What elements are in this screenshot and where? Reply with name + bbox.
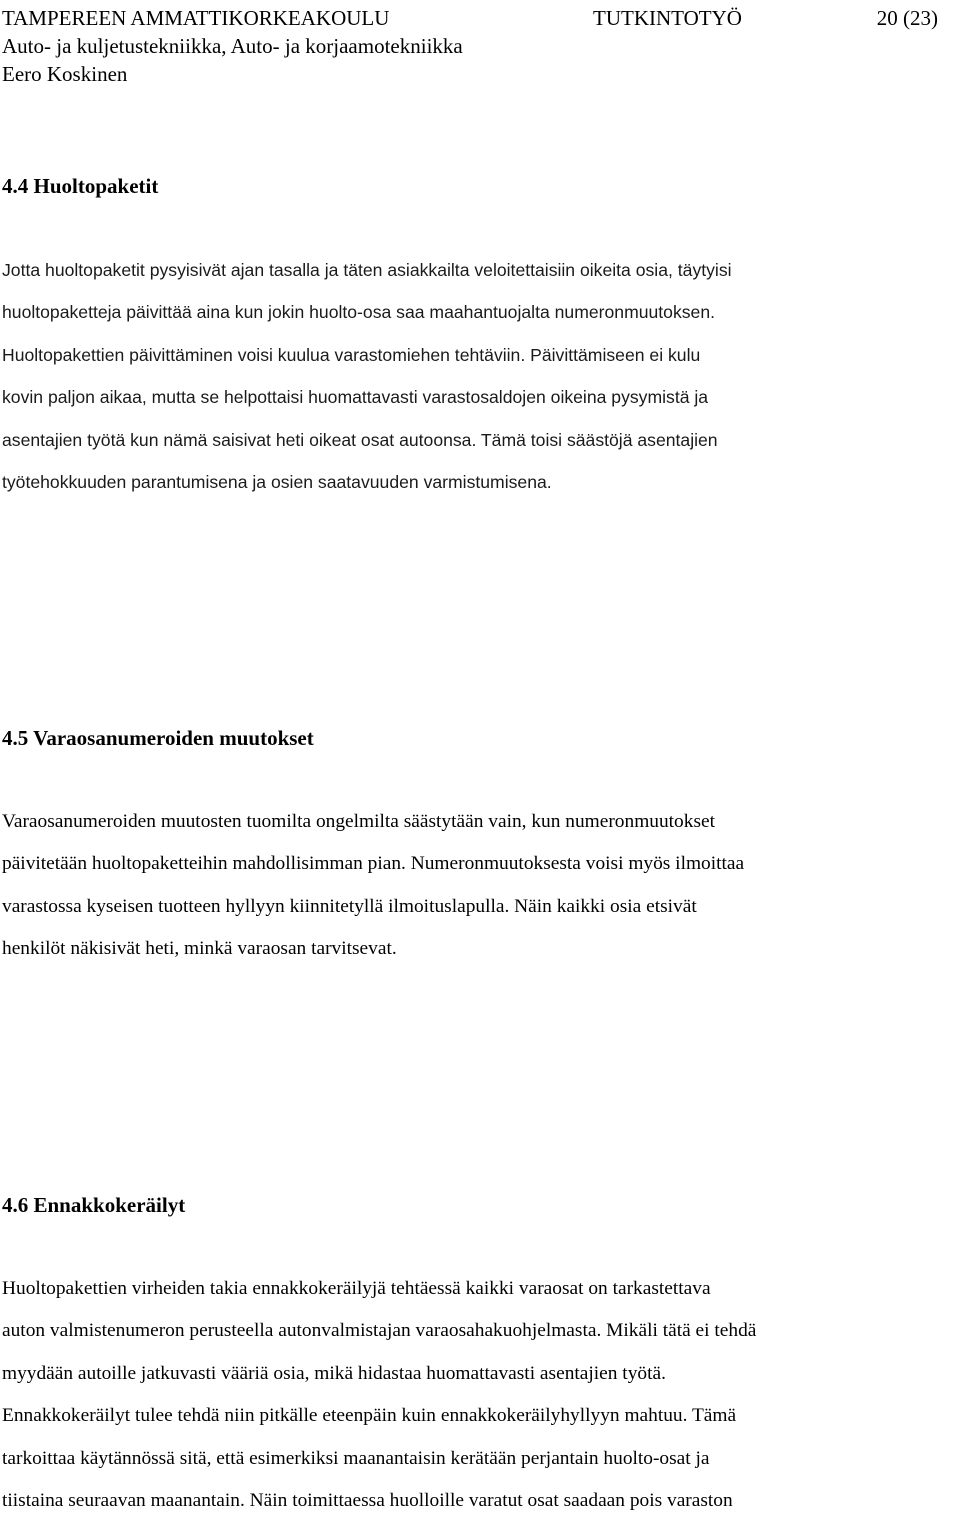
header-line-2 <box>0 32 960 60</box>
paragraph-line: työtehokkuuden parantumisena ja osien saatavuuden varmistumisena. <box>2 472 552 493</box>
paragraph-line: tarkoittaa käytännössä sitä, että esimerkiksi maanantaisin kerätään perjantain huolto-osat ja <box>2 1447 710 1469</box>
school-name: TAMPEREEN AMMATTIKORKEAKOULU <box>2 6 390 30</box>
paragraph-line: asentajien työtä kun nämä saisivat heti oikeat osat autoonsa. Tämä toisi säästöjä asentajien <box>2 429 718 450</box>
author-name: Eero Koskinen <box>2 62 128 86</box>
paragraph-line: päivitetään huoltopaketteihin mahdollisimman pian. Numeronmuutoksesta voisi myös ilmoittaa <box>2 853 745 875</box>
paragraph-line: auton valmistenumeron perusteella autonvalmistajan varaosahakuohjelmasta. Mikäli tätä ei tehdä <box>2 1320 757 1342</box>
paragraph-line: kovin paljon aikaa, mutta se helpottaisi huomattavasti varastosaldojen oikeina pysymistä ja <box>2 387 709 408</box>
paragraph-line: Huoltopakettien virheiden takia ennakkokeräilyjä tehtäessä kaikki varaosat on tarkastettava <box>2 1278 711 1299</box>
section-body-4-6 <box>2 1268 957 1522</box>
paragraph-line: myydään autoille jatkuvasti vääriä osia, mikä hidastaa huomattavasti asentajien työtä. <box>2 1362 666 1384</box>
paragraph-line: tiistaina seuraavan maanantain. Näin toimittaessa huolloille varatut osat saadaan pois varaston <box>2 1490 733 1512</box>
paragraph-line: varastossa kyseisen tuotteen hyllyyn kiinnitetyllä ilmoituslapulla. Näin kaikki osia etsivät <box>2 895 697 917</box>
paragraph-line: henkilöt näkisivät heti, minkä varaosan tarvitsevat. <box>2 938 397 960</box>
section-heading-4-6: 4.6 Ennakkokeräilyt <box>2 1193 186 1217</box>
header-line-1 <box>0 4 960 32</box>
paragraph-line: Varaosanumeroiden muutosten tuomilta ongelmilta säästytään vain, kun numeronmuutokset <box>2 811 715 832</box>
section-body-4-4 <box>2 249 957 503</box>
document-type: TUTKINTOTYÖ <box>593 6 742 30</box>
section-body-4-5 <box>2 801 957 971</box>
page-header <box>0 4 960 88</box>
section-heading-4-4: 4.4 Huoltopaketit <box>2 174 159 198</box>
paragraph-line: Jotta huoltopaketit pysyisivät ajan tasalla ja täten asiakkailta veloitettaisiin oikeita osia, täytyisi <box>2 260 732 280</box>
section-heading-4-5: 4.5 Varaosanumeroiden muutokset <box>2 726 314 750</box>
paragraph-line: Huoltopakettien päivittäminen voisi kuulua varastomiehen tehtäviin. Päivittämiseen ei kulu <box>2 344 701 365</box>
paragraph-line: Ennakkokeräilyt tulee tehdä niin pitkälle eteenpäin kuin ennakkokeräilyhyllyyn mahtuu. Tämä <box>2 1405 737 1427</box>
degree-program: Auto- ja kuljetustekniikka, Auto- ja korjaamotekniikka <box>2 34 463 58</box>
header-line-3 <box>0 60 960 88</box>
paragraph-line: huoltopaketteja päivittää aina kun jokin huolto-osa saa maahantuojalta numeronmuutoksen. <box>2 302 716 323</box>
page-number: 20 (23) <box>876 6 938 30</box>
